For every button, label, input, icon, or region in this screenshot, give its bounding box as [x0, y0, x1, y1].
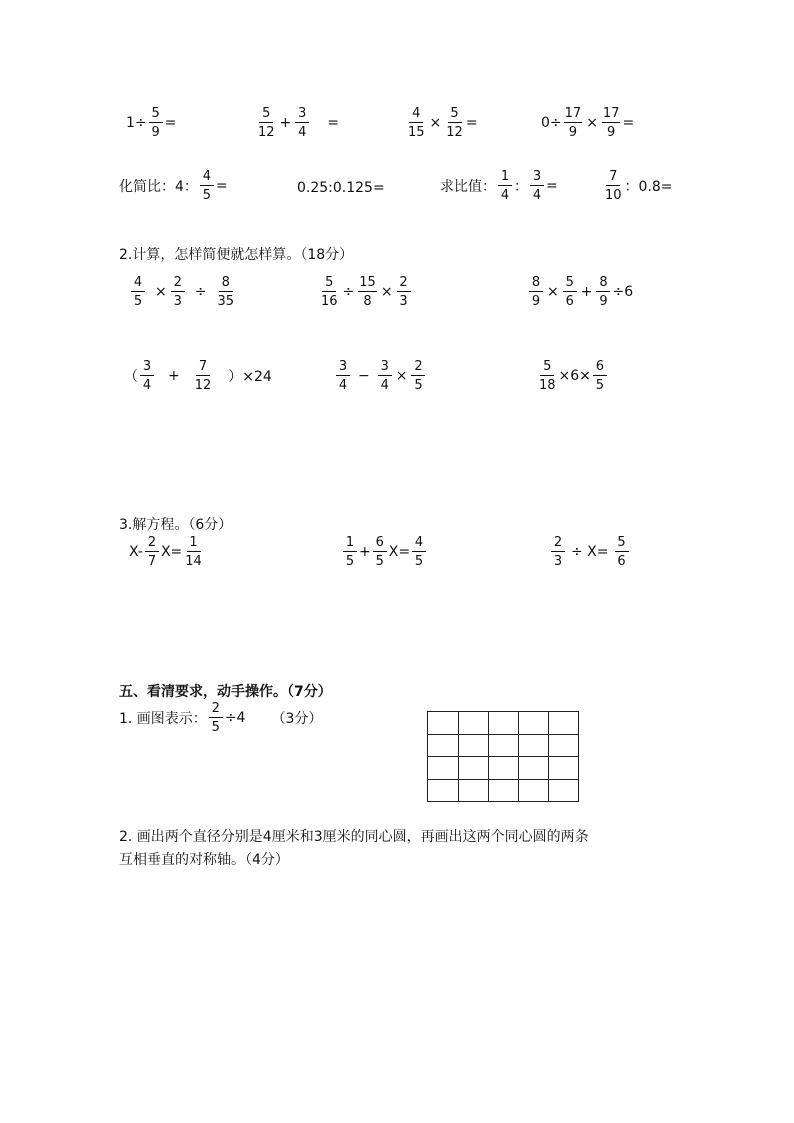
fraction: $\frac{5}{12}$ — [446, 106, 463, 140]
section-2-title: 2.计算，怎样简便就怎样算。（18分） — [119, 247, 354, 263]
fraction: $\frac{8}{9}$ — [596, 276, 610, 308]
fraction: $\frac{8}{35}$ — [217, 275, 235, 309]
drawing-question-2-line-2: 互相垂直的对称轴。（4分） — [119, 852, 289, 868]
fraction: $\frac{4}{15}$ — [408, 106, 425, 140]
answer-grid[interactable] — [427, 711, 579, 802]
calc-f: $\frac{5}{18}$ ×6× $\frac{6}{5}$ — [536, 360, 609, 392]
expr-1-add: $\frac{5}{12}$ + $\frac{3}{4}$ = — [258, 106, 340, 140]
expr-1-mul: $\frac{4}{15}$ × $\frac{5}{12}$ = — [408, 106, 478, 140]
expr-1-div: 1÷ $\frac{5}{9}$ = — [126, 106, 177, 140]
fraction: $\frac{3}{4}$ — [530, 170, 544, 202]
fraction: $\frac{5}{9}$ — [149, 107, 163, 139]
calc-a: $\frac{4}{5}$ × $\frac{2}{3}$ ÷ $\frac{8}{35}$ — [129, 276, 237, 308]
ratio-decimal: 0.25:0.125= — [297, 180, 385, 196]
equation-c: $\frac{2}{3}$ ÷ X= $\frac{5}{6}$ — [549, 536, 631, 568]
drawing-question-1: 1. 画图表示： $\frac{2}{5}$ ÷4 （3分） — [119, 701, 323, 735]
calc-e: $\frac{3}{4}$ − $\frac{3}{4}$ × $\frac{2}{5}$ — [334, 360, 427, 392]
fraction: $\frac{7}{10}$ — [605, 169, 622, 203]
fraction: $\frac{4}{5}$ — [131, 276, 145, 308]
calc-c: $\frac{8}{9}$ × $\frac{5}{6}$ + $\frac{8}{9}$ ÷6 — [527, 276, 633, 308]
drawing-question-2-line-1: 2. 画出两个直径分别是4厘米和3厘米的同心圆，再画出这两个同心圆的两条 — [119, 829, 589, 845]
fraction: $\frac{8}{9}$ — [529, 276, 543, 308]
fraction: $\frac{2}{5}$ — [209, 702, 223, 734]
fraction: $\frac{6}{5}$ — [593, 360, 607, 392]
fraction: $\frac{3}{4}$ — [140, 360, 154, 392]
fraction: $\frac{2}{3}$ — [397, 276, 411, 308]
calc-b: $\frac{5}{16}$ ÷ $\frac{15}{8}$ × $\frac{2}{3}$ — [318, 276, 413, 308]
fraction: $\frac{4}{5}$ — [412, 536, 426, 568]
simplify-ratio: 化简比：4： $\frac{4}{5}$ = — [119, 169, 228, 203]
fraction: $\frac{2}{3}$ — [171, 276, 185, 308]
expr-1-zero: 0÷ $\frac{17}{9}$ × $\frac{17}{9}$ = — [541, 106, 635, 140]
fraction: $\frac{1}{5}$ — [343, 536, 357, 568]
calc-d: （ $\frac{3}{4}$ + $\frac{7}{12}$ ）×24 — [124, 359, 272, 393]
fraction: $\frac{7}{12}$ — [194, 359, 212, 393]
fraction: $\frac{6}{5}$ — [373, 536, 387, 568]
fraction: $\frac{3}{4}$ — [336, 360, 350, 392]
fraction: $\frac{3}{4}$ — [378, 360, 392, 392]
grid-line — [428, 779, 578, 780]
fraction: $\frac{5}{12}$ — [258, 106, 275, 140]
fraction: $\frac{5}{16}$ — [321, 275, 338, 309]
grid-line — [428, 756, 578, 757]
fraction: $\frac{4}{5}$ — [200, 170, 214, 202]
fraction: $\frac{17}{9}$ — [564, 106, 582, 140]
fraction: $\frac{2}{5}$ — [411, 360, 425, 392]
section-3-title: 3.解方程。（6分） — [119, 517, 233, 533]
fraction: $\frac{1}{4}$ — [498, 170, 512, 202]
fraction: $\frac{2}{3}$ — [551, 536, 565, 568]
fraction: $\frac{3}{4}$ — [295, 107, 309, 139]
equation-a: X- $\frac{2}{7}$ X= $\frac{1}{14}$ — [129, 535, 202, 569]
fraction: $\frac{2}{7}$ — [145, 536, 159, 568]
ratio-value: 求比值： $\frac{1}{4}$ ： $\frac{3}{4}$ = — [440, 169, 558, 203]
fraction: $\frac{17}{9}$ — [602, 106, 620, 140]
equation-b: $\frac{1}{5}$ + $\frac{6}{5}$ X= $\frac{4}{5}$ — [341, 536, 428, 568]
fraction: $\frac{5}{6}$ — [563, 276, 577, 308]
grid-line — [428, 734, 578, 735]
fraction: $\frac{1}{14}$ — [185, 535, 202, 569]
ratio-value-2: $\frac{7}{10}$ ：0.8= — [605, 169, 673, 203]
fraction: $\frac{5}{6}$ — [615, 536, 629, 568]
fraction: $\frac{15}{8}$ — [359, 275, 376, 309]
fraction: $\frac{5}{18}$ — [539, 359, 556, 393]
section-5-title: 五、看清要求，动手操作。（7分） — [119, 684, 332, 700]
